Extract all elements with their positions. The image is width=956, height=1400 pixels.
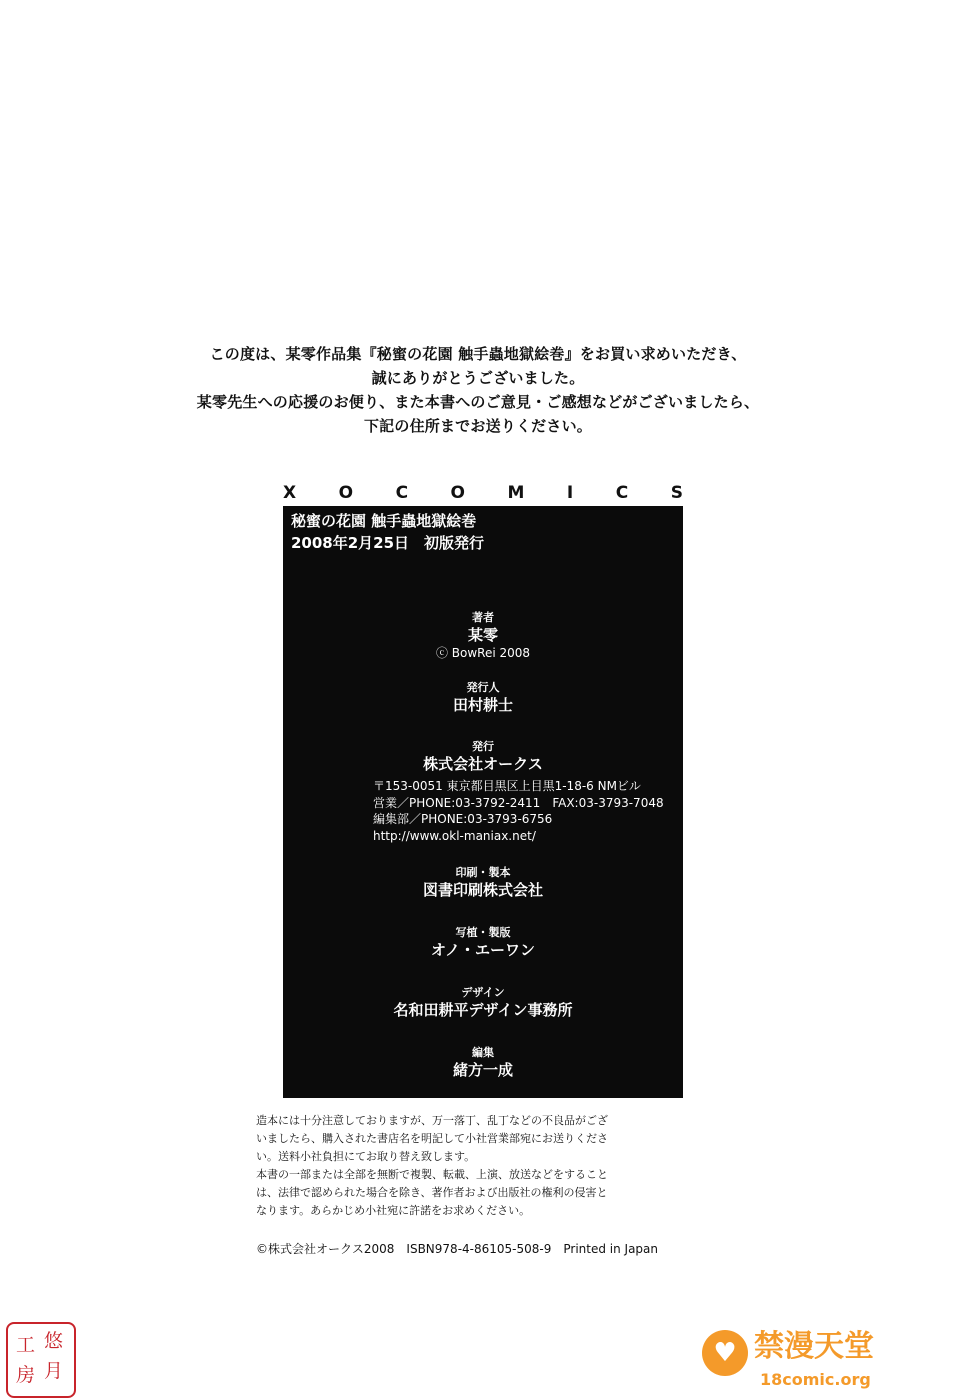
intro-message (120, 342, 836, 438)
intro-line: 誠にありがとうございました。 (371, 369, 585, 387)
series-letter: X (283, 483, 297, 503)
defect-notice (256, 1112, 716, 1220)
intro-line: この度は、某零作品集『秘蜜の花園 触手蟲地獄絵巻』をお買い求めいただき、 (209, 345, 747, 363)
credit-issuer (283, 680, 683, 715)
notice-line: い。送料小社負担にてお取り替え致します。 (256, 1150, 476, 1163)
stamp-char: 月 (44, 1360, 64, 1382)
notice-line: 本書の一部または全部を無断で複製、転載、上演、放送などをすること (256, 1168, 608, 1181)
credit-name: オノ・エーワン (430, 941, 536, 959)
credit-role: 著者 (472, 611, 494, 624)
credit-name: 株式会社オークス (423, 755, 543, 773)
series-letter: C (395, 483, 409, 503)
watermark-text: 禁漫天堂 (754, 1329, 874, 1364)
credit-design (283, 985, 683, 1020)
notice-line: は、法律で認められた場合を除き、著作者および出版社の権利の侵害と (256, 1186, 608, 1199)
stamp-char: 房 (16, 1364, 36, 1386)
credit-name: 田村耕士 (452, 696, 513, 714)
credit-role: 発行 (472, 740, 494, 753)
colophon-box (283, 506, 683, 1098)
notice-line: いましたら、購入された書店名を明記して小社営業部宛にお送りくださ (256, 1132, 608, 1145)
stamp-char: 悠 (44, 1330, 64, 1352)
series-letter: M (507, 483, 525, 503)
credit-printing (283, 865, 683, 900)
credit-role: 印刷・製本 (455, 866, 511, 879)
series-letter: O (450, 483, 465, 503)
notice-line: 造本には十分注意しておりますが、万一落丁、乱丁などの不良品がござ (256, 1114, 608, 1127)
watermark-url: 18comic.org (760, 1370, 871, 1389)
book-title: 秘蜜の花園 触手蟲地獄絵巻 (291, 512, 477, 530)
publisher-contact (373, 778, 664, 844)
publisher-sales-phone: 営業／PHONE:03-3792-2411 FAX:03-3793-7048 (373, 795, 664, 810)
credit-name: 緒方一成 (452, 1061, 513, 1079)
series-letter: I (566, 483, 574, 503)
credit-name: 名和田耕平デザイン事務所 (393, 1001, 573, 1019)
series-name (283, 483, 683, 503)
series-letter: S (670, 483, 683, 503)
credit-role: 編集 (472, 1046, 494, 1059)
credit-role: 発行人 (466, 681, 500, 694)
credit-role: デザイン (461, 986, 505, 999)
series-letter: C (615, 483, 629, 503)
credit-author (283, 610, 683, 661)
intro-line: 某零先生への応援のお便り、また本書へのご意見・ご感想などがございましたら、 (196, 393, 760, 411)
heart-icon: ♥ (702, 1330, 748, 1376)
notice-line: なります。あらかじめ小社宛に許諾をお求めください。 (256, 1204, 531, 1217)
publisher-url: http://www.okl-maniax.net/ (373, 828, 536, 843)
author-copyright: ⓒ BowRei 2008 (435, 646, 531, 660)
watermark-logo (700, 1326, 920, 1394)
credit-publisher (283, 739, 683, 774)
publisher-editorial-phone: 編集部／PHONE:03-3793-6756 (373, 812, 553, 826)
credit-editor (283, 1045, 683, 1080)
copyright-isbn: ©株式会社オークス2008 ISBN978-4-86105-508-9 Printed in Japan (256, 1242, 658, 1256)
publish-date: 2008年2月25日 初版発行 (291, 534, 485, 552)
intro-line: 下記の住所までお送りください。 (363, 417, 592, 435)
credit-role: 写植・製版 (455, 926, 511, 939)
credit-typesetting (283, 925, 683, 960)
credit-name: 図書印刷株式会社 (422, 881, 543, 899)
stamp-char: 工 (16, 1334, 36, 1356)
seal-stamp (6, 1322, 76, 1398)
publisher-address: 〒153-0051 東京都目黒区上目黒1-18-6 NMビル (373, 779, 641, 793)
series-letter: O (338, 483, 354, 503)
credit-name: 某零 (467, 626, 498, 644)
